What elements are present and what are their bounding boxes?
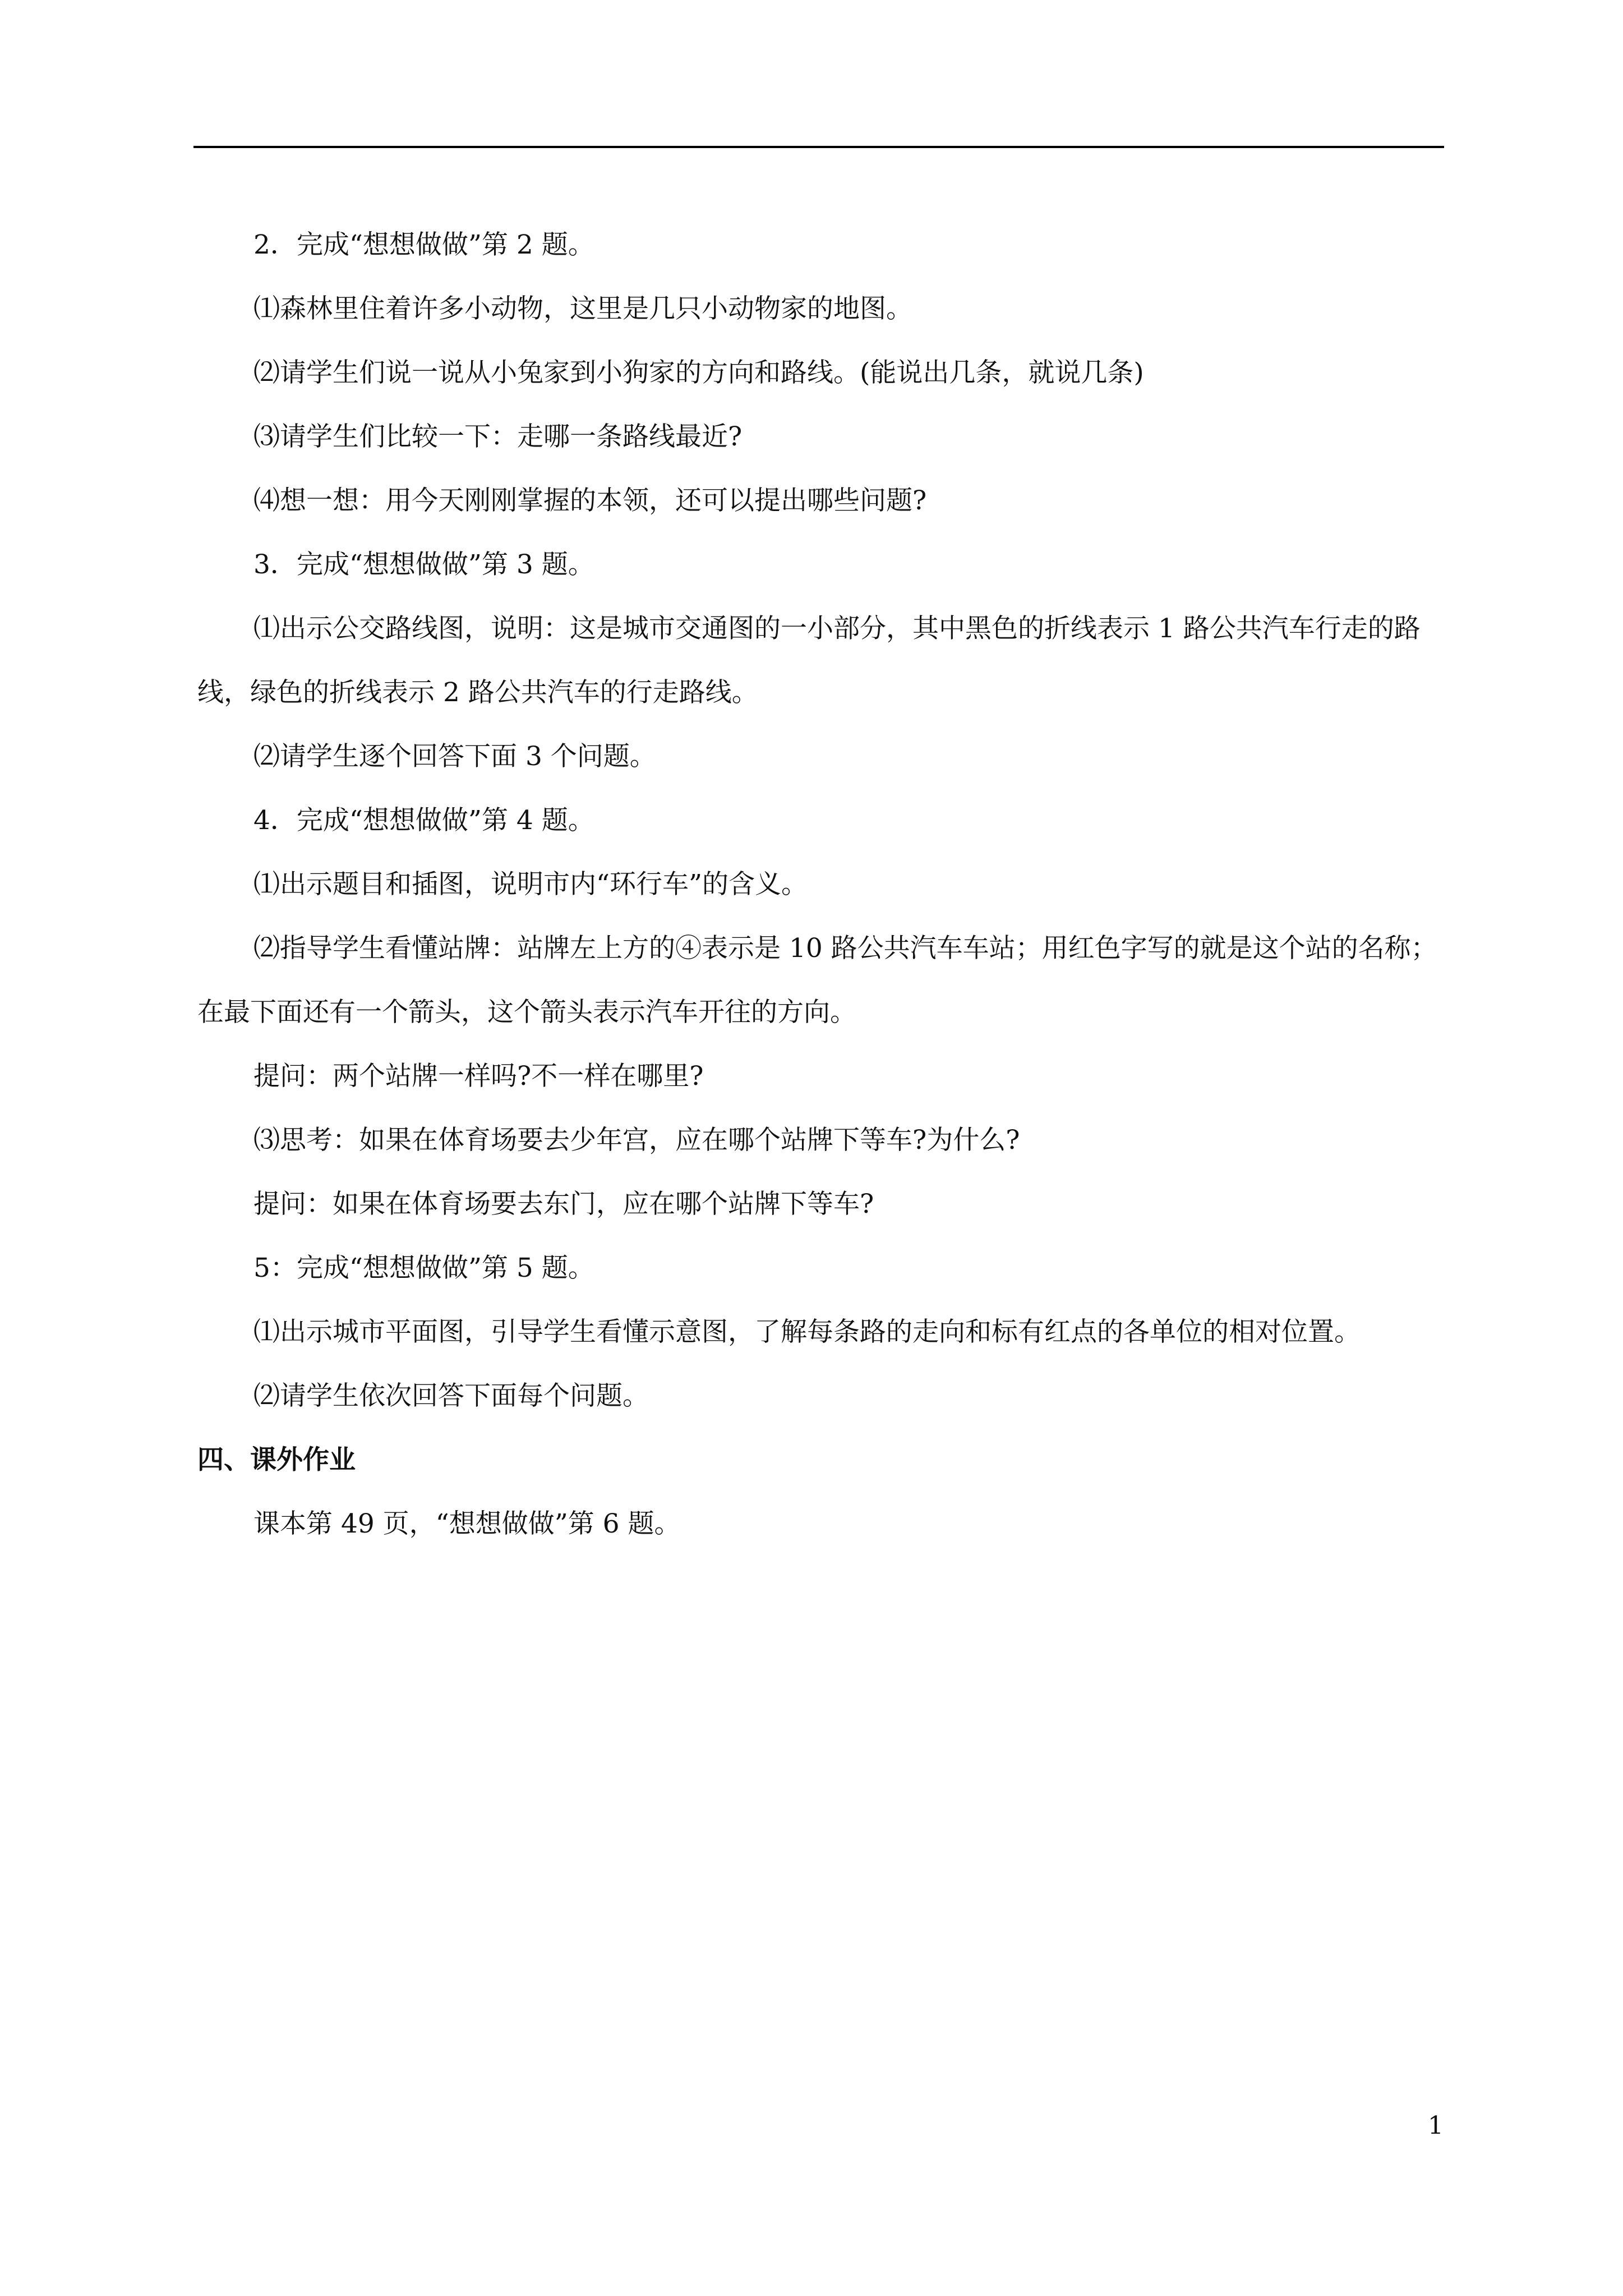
paragraph: 3．完成“想想做做”第 3 题。 bbox=[253, 549, 594, 580]
homework-paragraph: 课本第 49 页，“想想做做”第 6 题。 bbox=[253, 1508, 681, 1539]
paragraph: 5：完成“想想做做”第 5 题。 bbox=[253, 1253, 594, 1283]
paragraph: ⑶请学生们比较一下：走哪一条路线最近? bbox=[253, 421, 743, 452]
section-heading: 四、课外作业 bbox=[197, 1444, 356, 1475]
paragraph: ⑴出示城市平面图，引导学生看懂示意图，了解每条路的走向和标有红点的各单位的相对位置。 bbox=[253, 1317, 1361, 1347]
paragraph: ⑶思考：如果在体育场要去少年宫，应在哪个站牌下等车?为什么? bbox=[253, 1125, 1020, 1156]
page-number: 1 bbox=[1428, 2111, 1444, 2140]
paragraph: ⑴出示公交路线图，说明：这是城市交通图的一小部分，其中黑色的折线表示 1 路公共汽车行走的路线，绿色的折线表示 2 路公共汽车的行走路线。 bbox=[197, 613, 1421, 708]
document-body bbox=[197, 213, 1448, 1556]
paragraph: 2．完成“想想做做”第 2 题。 bbox=[253, 229, 594, 260]
paragraph: 4．完成“想想做做”第 4 题。 bbox=[253, 805, 594, 836]
paragraph: ⑵请学生依次回答下面每个问题。 bbox=[253, 1381, 649, 1411]
paragraph: 提问：如果在体育场要去东门，应在哪个站牌下等车? bbox=[253, 1189, 874, 1220]
paragraph: 提问：两个站牌一样吗?不一样在哪里? bbox=[253, 1061, 704, 1092]
paragraph: ⑷想一想：用今天刚刚掌握的本领，还可以提出哪些问题? bbox=[253, 485, 927, 516]
paragraph: ⑵请学生们说一说从小兔家到小狗家的方向和路线。(能说出几条，就说几条) bbox=[253, 357, 1144, 388]
paragraph: ⑴出示题目和插图，说明市内“环行车”的含义。 bbox=[253, 869, 808, 900]
paragraph: ⑵指导学生看懂站牌：站牌左上方的④表示是 10 路公共汽车车站；用红色字写的就是这个站的名称；在最下面还有一个箭头，这个箭头表示汽车开往的方向。 bbox=[197, 933, 1437, 1028]
header-rule bbox=[193, 146, 1444, 148]
paragraph: ⑵请学生逐个回答下面 3 个问题。 bbox=[253, 741, 656, 772]
paragraph: ⑴森林里住着许多小动物，这里是几只小动物家的地图。 bbox=[253, 293, 912, 324]
